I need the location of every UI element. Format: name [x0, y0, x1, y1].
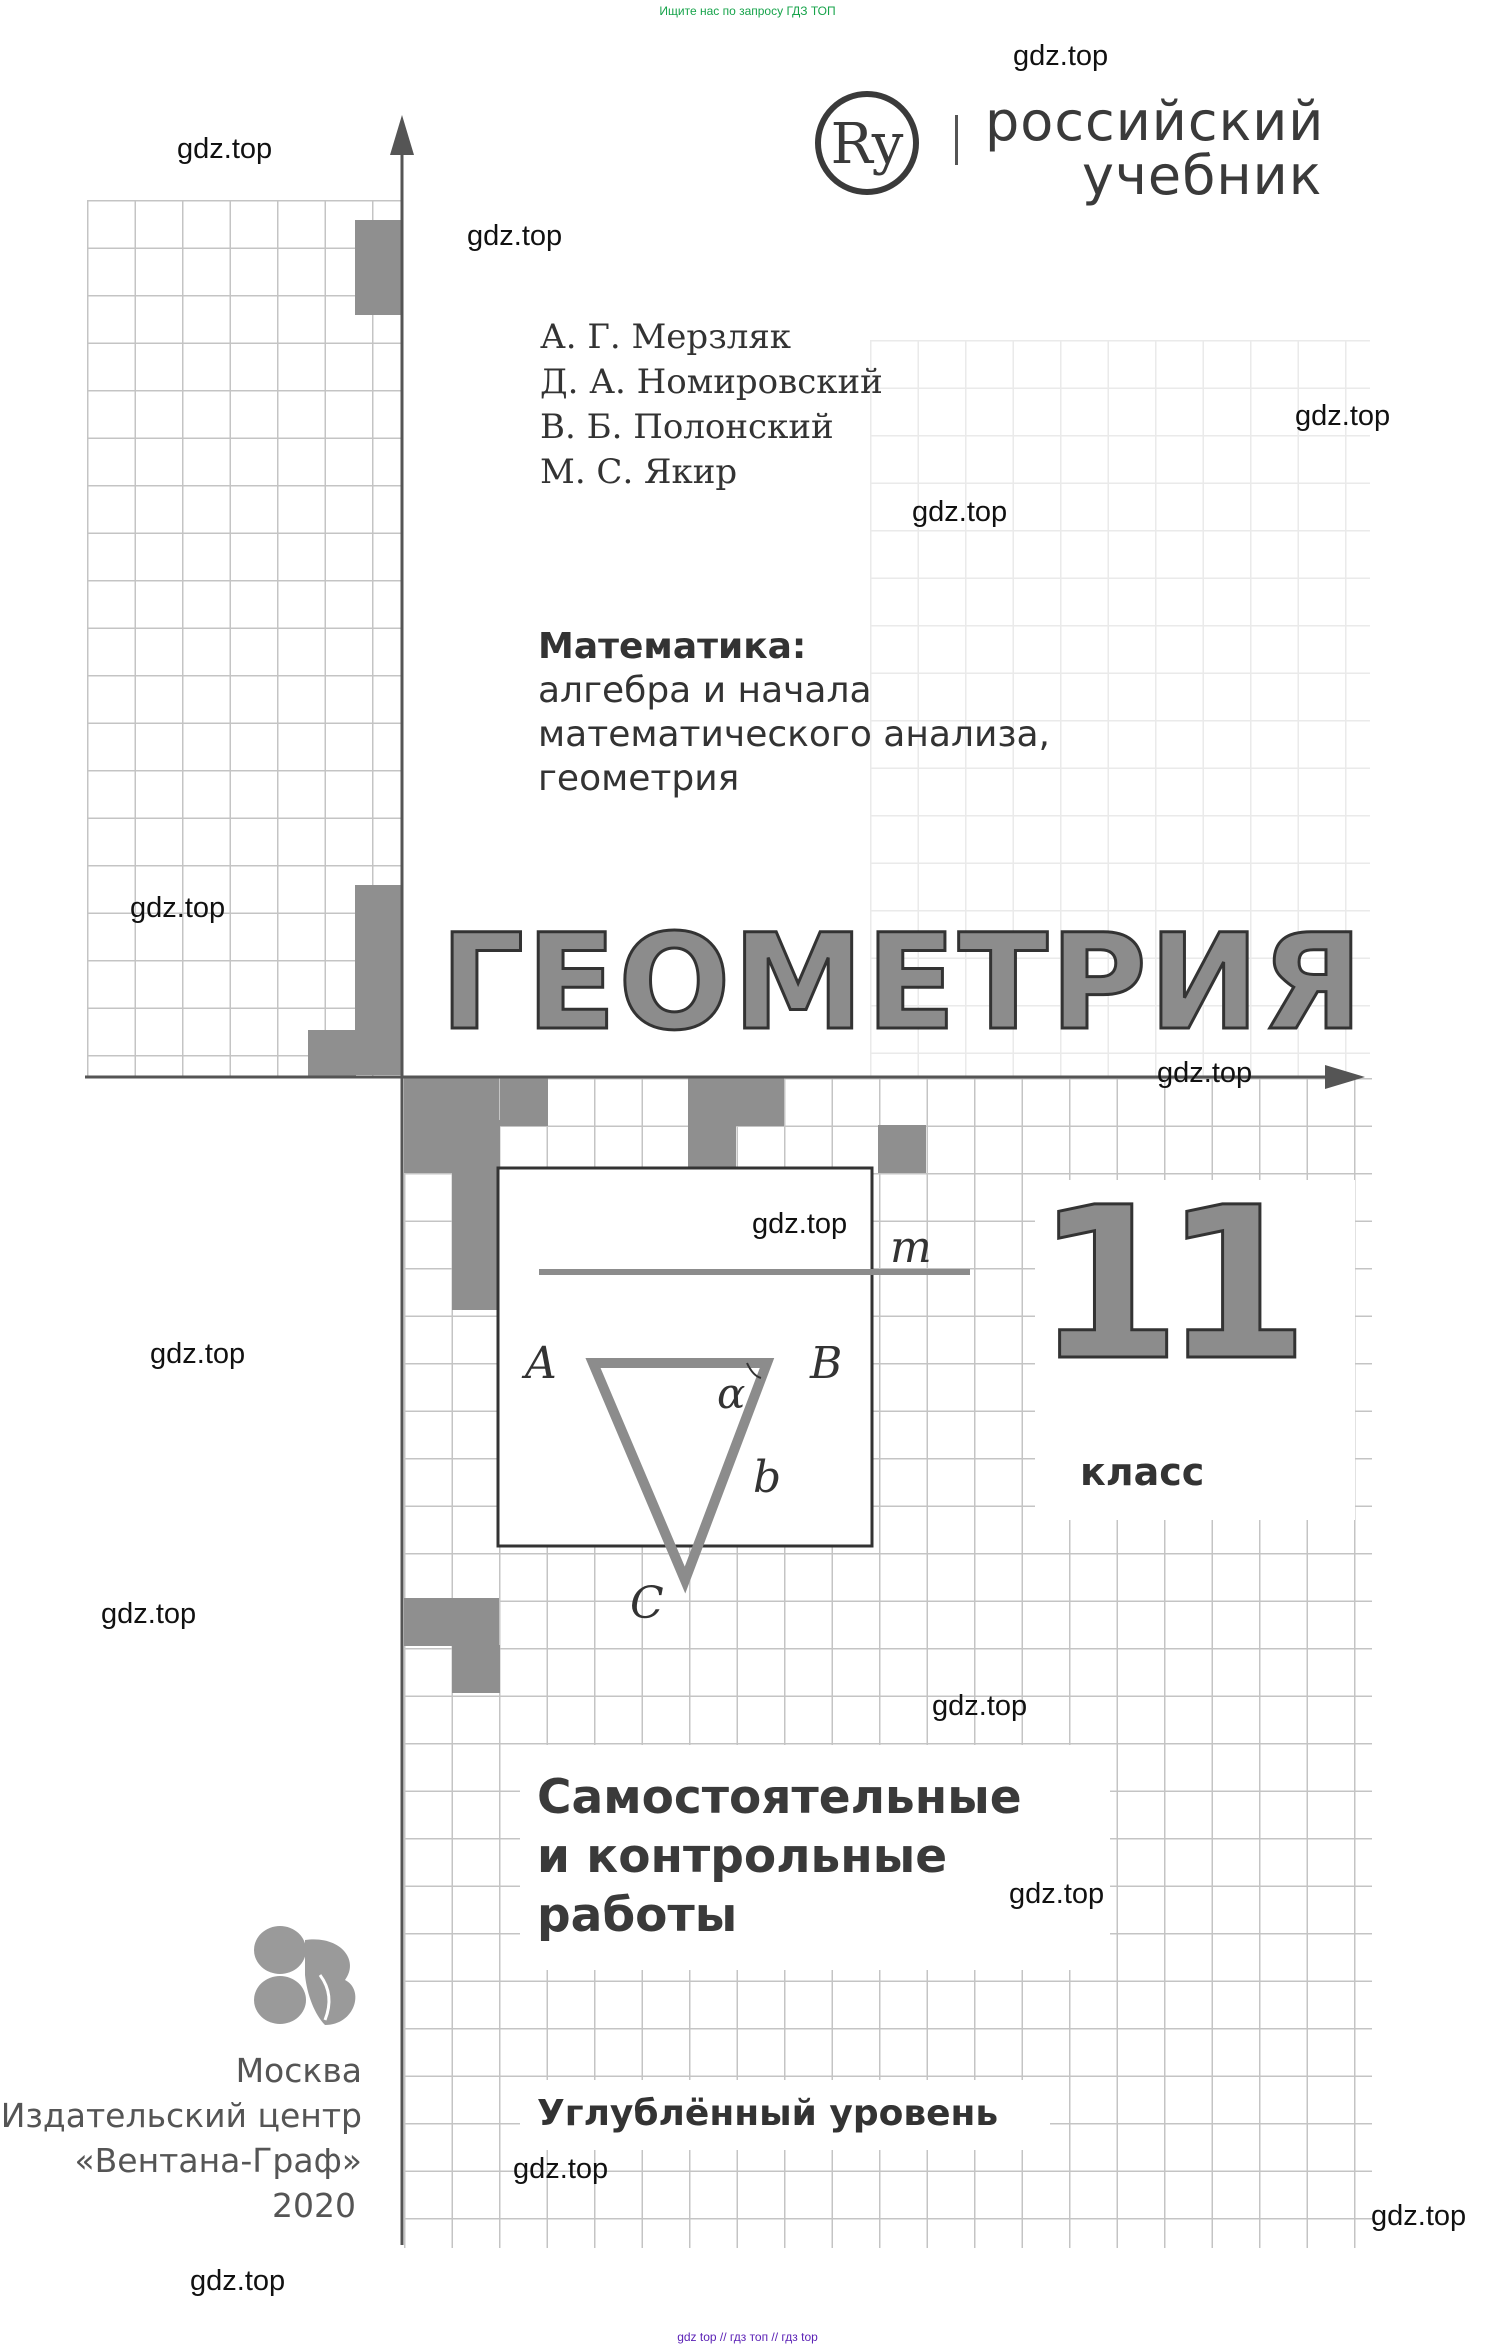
- ru-logo: [812, 88, 922, 198]
- top-search-note: Ищите нас по запросу ГДЗ ТОП: [659, 4, 836, 18]
- section-title: [537, 1768, 1022, 1945]
- vertex-a: A: [525, 1338, 557, 1389]
- watermark: gdz.top: [150, 1338, 246, 1370]
- watermark: gdz.top: [1371, 2200, 1467, 2232]
- subject-line: математического анализа,: [538, 714, 1050, 755]
- watermark: gdz.top: [1157, 1057, 1253, 1089]
- watermark: gdz.top: [513, 2153, 609, 2185]
- watermark: gdz.top: [1295, 400, 1391, 432]
- watermark: gdz.top: [752, 1208, 848, 1240]
- watermark: gdz.top: [190, 2265, 286, 2297]
- watermark: gdz.top: [177, 133, 273, 165]
- publisher-name: Издательский центр: [0, 2096, 362, 2135]
- publisher-city: Москва: [235, 2051, 362, 2090]
- grade-number: 11: [1035, 1162, 1292, 1407]
- publisher-name-quoted: «Вентана-Граф»: [74, 2141, 362, 2180]
- vertex-b: B: [810, 1338, 843, 1389]
- subject-heading: Математика:: [538, 626, 807, 667]
- watermark: gdz.top: [467, 220, 563, 252]
- grade-word: класс: [1080, 1450, 1205, 1494]
- publisher-logo: [245, 1920, 375, 2030]
- difficulty-level: Углублённый уровень: [537, 2093, 999, 2134]
- publisher-block: [0, 2048, 362, 2228]
- section-title-line: Самостоятельные: [537, 1770, 1022, 1825]
- author: М. С. Якир: [540, 452, 738, 492]
- watermark: gdz.top: [932, 1690, 1028, 1722]
- subject-block: [538, 625, 1050, 801]
- triangle-figure: [495, 1160, 985, 1640]
- watermark: gdz.top: [1013, 40, 1109, 72]
- book-title: ГЕОМЕТРИЯ: [440, 906, 1365, 1060]
- section-title-line: и контрольные: [537, 1829, 948, 1884]
- brand-name: [985, 90, 1325, 207]
- brand-divider: [955, 115, 958, 165]
- logo-letters: Ry: [830, 112, 904, 177]
- watermark: gdz.top: [912, 496, 1008, 528]
- section-title-line: работы: [537, 1888, 738, 1943]
- author: А. Г. Мерзляк: [540, 317, 792, 357]
- publisher-year: 2020: [272, 2186, 356, 2225]
- subject-line: геометрия: [538, 758, 740, 799]
- watermark: gdz.top: [101, 1598, 197, 1630]
- brand-line2: учебник: [1081, 144, 1323, 207]
- brand-line1: российский: [985, 90, 1325, 153]
- angle-alpha: α: [717, 1369, 746, 1418]
- author: В. Б. Полонский: [540, 407, 834, 447]
- line-label-m: m: [890, 1222, 932, 1273]
- authors-list: [540, 315, 883, 495]
- watermark: gdz.top: [1009, 1878, 1105, 1910]
- side-b: b: [753, 1452, 782, 1503]
- subject-line: алгебра и начала: [538, 670, 872, 711]
- bottom-site-note: gdz top // гдз топ // гдз top: [677, 2330, 818, 2344]
- vertex-c: C: [630, 1578, 664, 1629]
- watermark: gdz.top: [130, 892, 226, 924]
- author: Д. А. Номировский: [540, 362, 883, 402]
